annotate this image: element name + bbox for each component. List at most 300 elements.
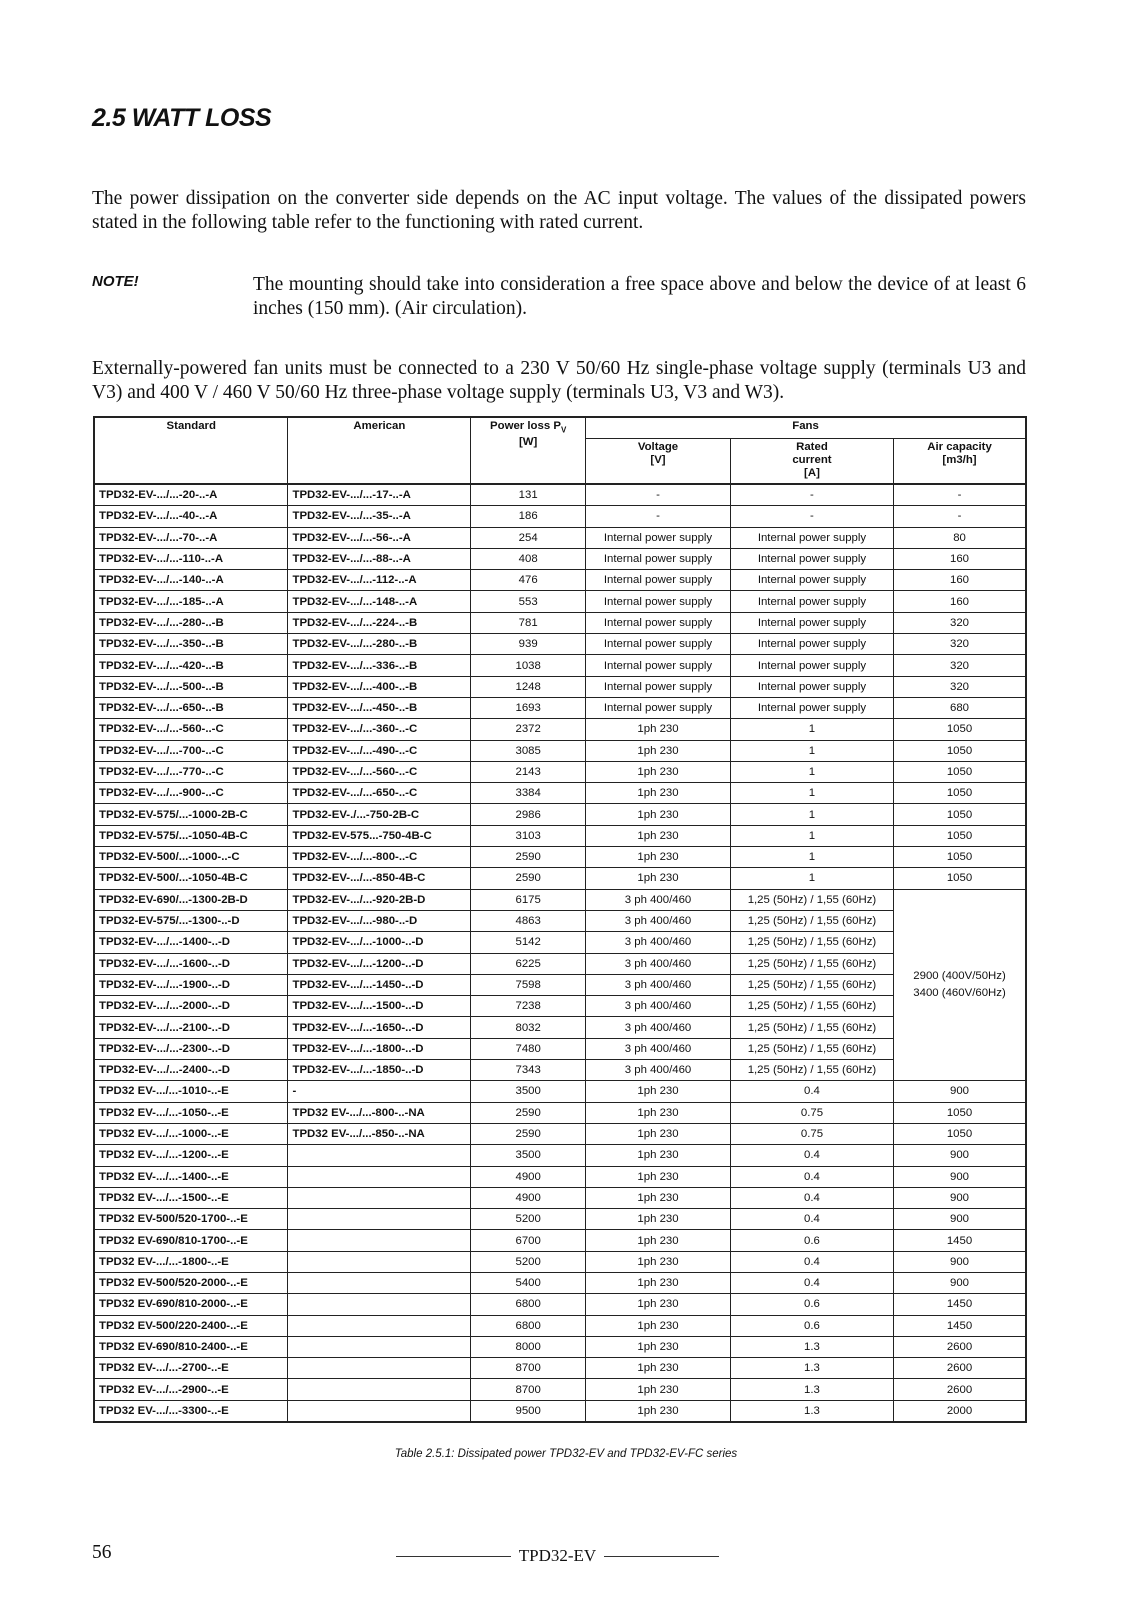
cell-air-capacity: 160 [894,591,1026,612]
table-row [94,1102,1026,1123]
cell-standard: TPD32-EV-.../...-2000-..-D [94,996,288,1017]
cell-rated-current: 0.4 [730,1187,893,1208]
cell-standard: TPD32-EV-500/...-1000-..-C [94,847,288,868]
cell-air-capacity: 1050 [894,1102,1026,1123]
table-row [94,868,1026,889]
rated-current-label: Rated current [792,441,832,466]
cell-voltage: Internal power supply [586,527,731,548]
header-standard: Standard [94,417,288,484]
table-row [94,910,1026,931]
table-row [94,1336,1026,1357]
cell-american: TPD32-EV-.../...-920-2B-D [288,889,471,910]
table-row [94,889,1026,910]
table-row [94,1209,1026,1230]
cell-standard: TPD32-EV-.../...-110-..-A [94,548,288,569]
cell-air-capacity: 1050 [894,868,1026,889]
cell-power-loss: 5142 [471,932,586,953]
cell-air-capacity: 1050 [894,804,1026,825]
cell-voltage: Internal power supply [586,655,731,676]
table-row [94,527,1026,548]
cell-standard: TPD32 EV-.../...-1010-..-E [94,1081,288,1102]
page-number: 56 [92,1542,112,1563]
header-fans: Fans [586,417,1026,439]
cell-voltage: 1ph 230 [586,1251,731,1272]
footer-rule-left [396,1556,511,1557]
footer-rule-right [604,1556,719,1557]
table-row [94,847,1026,868]
cell-american [288,1230,471,1251]
cell-standard: TPD32 EV-.../...-1500-..-E [94,1187,288,1208]
cell-power-loss: 408 [471,548,586,569]
cell-rated-current: 1 [730,825,893,846]
cell-standard: TPD32 EV-690/810-2000-..-E [94,1294,288,1315]
table-row [94,1379,1026,1400]
cell-air-capacity: 2000 [894,1400,1026,1422]
cell-power-loss: 3103 [471,825,586,846]
cell-voltage: Internal power supply [586,612,731,633]
cell-voltage: 1ph 230 [586,1358,731,1379]
cell-power-loss: 4863 [471,910,586,931]
air-capacity-unit: [m3/h] [942,454,977,466]
cell-rated-current: 0.6 [730,1294,893,1315]
table-row [94,1315,1026,1336]
cell-voltage: 1ph 230 [586,804,731,825]
cell-voltage: 1ph 230 [586,1294,731,1315]
cell-rated-current: 1,25 (50Hz) / 1,55 (60Hz) [730,996,893,1017]
cell-rated-current: 0.4 [730,1166,893,1187]
table-row [94,761,1026,782]
cell-rated-current: Internal power supply [730,591,893,612]
cell-american [288,1358,471,1379]
cell-voltage: 1ph 230 [586,847,731,868]
table-row [94,804,1026,825]
cell-american: TPD32-EV-575...-750-4B-C [288,825,471,846]
table-row [94,655,1026,676]
cell-power-loss: 6700 [471,1230,586,1251]
cell-air-capacity: 1050 [894,847,1026,868]
voltage-unit: [V] [650,454,666,466]
table-body [94,484,1026,1422]
cell-power-loss: 8700 [471,1379,586,1400]
cell-american [288,1336,471,1357]
cell-rated-current: 1,25 (50Hz) / 1,55 (60Hz) [730,974,893,995]
table-row [94,1272,1026,1293]
cell-power-loss: 6800 [471,1315,586,1336]
cell-power-loss: 7598 [471,974,586,995]
cell-air-capacity: 1050 [894,719,1026,740]
cell-standard: TPD32-EV-.../...-1400-..-D [94,932,288,953]
cell-voltage: 1ph 230 [586,868,731,889]
cell-power-loss: 131 [471,484,586,506]
table-row [94,996,1026,1017]
table-row [94,974,1026,995]
cell-standard: TPD32-EV-.../...-2100-..-D [94,1017,288,1038]
power-loss-sub: V [560,425,567,435]
cell-standard: TPD32-EV-.../...-140-..-A [94,570,288,591]
cell-rated-current: 0.75 [730,1123,893,1144]
cell-air-capacity: 320 [894,655,1026,676]
table-row [94,1145,1026,1166]
cell-air-capacity: 1050 [894,761,1026,782]
cell-power-loss: 553 [471,591,586,612]
cell-american: TPD32-EV-.../...-17-..-A [288,484,471,506]
voltage-label: Voltage [637,441,679,453]
cell-power-loss: 1693 [471,697,586,718]
cell-standard: TPD32-EV-.../...-2300-..-D [94,1038,288,1059]
cell-voltage: 1ph 230 [586,740,731,761]
cell-standard: TPD32-EV-.../...-420-..-B [94,655,288,676]
cell-air-capacity: 2600 [894,1358,1026,1379]
power-loss-label: Power loss P [490,420,561,432]
header-voltage [586,439,731,485]
cell-air-capacity: 320 [894,676,1026,697]
cell-air-capacity: 1050 [894,783,1026,804]
cell-american: TPD32-EV-.../...-450-..-B [288,697,471,718]
cell-rated-current: 0.4 [730,1209,893,1230]
cell-voltage: 3 ph 400/460 [586,996,731,1017]
cell-voltage: 3 ph 400/460 [586,1017,731,1038]
footer-title: TPD32-EV [518,1546,597,1565]
table-row [94,1038,1026,1059]
table-row [94,697,1026,718]
cell-american [288,1251,471,1272]
cell-standard: TPD32 EV-.../...-2900-..-E [94,1379,288,1400]
cell-power-loss: 1038 [471,655,586,676]
cell-power-loss: 5200 [471,1209,586,1230]
cell-air-capacity: 1050 [894,825,1026,846]
cell-air-capacity: 1050 [894,740,1026,761]
cell-rated-current: 1 [730,740,893,761]
power-loss-unit: [W] [518,436,538,449]
cell-american: TPD32-EV-.../...-1500-..-D [288,996,471,1017]
table-row [94,634,1026,655]
cell-american: TPD32-EV-./...-750-2B-C [288,804,471,825]
cell-power-loss: 3085 [471,740,586,761]
cell-power-loss: 9500 [471,1400,586,1422]
cell-american [288,1294,471,1315]
cell-rated-current: 0.4 [730,1145,893,1166]
cell-standard: TPD32 EV-500/220-2400-..-E [94,1315,288,1336]
cell-standard: TPD32-EV-.../...-1900-..-D [94,974,288,995]
cell-standard: TPD32-EV-.../...-700-..-C [94,740,288,761]
cell-power-loss: 7238 [471,996,586,1017]
cell-standard: TPD32 EV-.../...-1800-..-E [94,1251,288,1272]
cell-american: TPD32-EV-.../...-336-..-B [288,655,471,676]
table-row [94,1081,1026,1102]
cell-rated-current: 1.3 [730,1358,893,1379]
cell-standard: TPD32 EV-.../...-1000-..-E [94,1123,288,1144]
cell-voltage: 1ph 230 [586,1102,731,1123]
cell-rated-current: 1,25 (50Hz) / 1,55 (60Hz) [730,1060,893,1081]
cell-air-capacity: 1450 [894,1294,1026,1315]
cell-air-capacity: 900 [894,1209,1026,1230]
cell-air-capacity: 680 [894,697,1026,718]
table-row [94,1294,1026,1315]
cell-voltage: 1ph 230 [586,1315,731,1336]
air-capacity-label: Air capacity [927,441,992,453]
cell-voltage: 1ph 230 [586,719,731,740]
cell-air-capacity: 2600 [894,1379,1026,1400]
cell-american: TPD32-EV-.../...-1450-..-D [288,974,471,995]
cell-power-loss: 3384 [471,783,586,804]
cell-air-capacity: 900 [894,1166,1026,1187]
table-row [94,1400,1026,1422]
cell-standard: TPD32-EV-.../...-70-..-A [94,527,288,548]
cell-american: TPD32-EV-.../...-1000-..-D [288,932,471,953]
cell-power-loss: 8032 [471,1017,586,1038]
cell-american: TPD32-EV-.../...-88-..-A [288,548,471,569]
cell-air-capacity: - [894,484,1026,506]
cell-air-capacity: 160 [894,570,1026,591]
cell-voltage: - [586,506,731,527]
cell-american [288,1145,471,1166]
cell-power-loss: 2590 [471,868,586,889]
cell-voltage: 3 ph 400/460 [586,1038,731,1059]
cell-power-loss: 5200 [471,1251,586,1272]
cell-standard: TPD32 EV-.../...-2700-..-E [94,1358,288,1379]
table-row [94,783,1026,804]
cell-air-capacity: 160 [894,548,1026,569]
cell-voltage: Internal power supply [586,697,731,718]
cell-power-loss: 2986 [471,804,586,825]
cell-standard: TPD32-EV-.../...-770-..-C [94,761,288,782]
cell-voltage: 1ph 230 [586,1272,731,1293]
watt-loss-table [93,416,1027,1423]
cell-american: TPD32-EV-.../...-800-..-C [288,847,471,868]
cell-voltage: 1ph 230 [586,783,731,804]
table-row [94,1017,1026,1038]
cell-american [288,1315,471,1336]
table-row [94,1358,1026,1379]
cell-power-loss: 4900 [471,1166,586,1187]
table-row [94,1166,1026,1187]
table-row [94,1060,1026,1081]
cell-power-loss: 2590 [471,1123,586,1144]
cell-air-capacity: 320 [894,612,1026,633]
cell-air-capacity: - [894,506,1026,527]
cell-standard: TPD32-EV-500/...-1050-4B-C [94,868,288,889]
cell-power-loss: 476 [471,570,586,591]
cell-voltage: 1ph 230 [586,1123,731,1144]
cell-voltage: Internal power supply [586,548,731,569]
cell-american: TPD32-EV-.../...-850-4B-C [288,868,471,889]
header-air-capacity [894,439,1026,485]
section-heading: 2.5 WATT LOSS [92,104,272,132]
cell-american: TPD32-EV-.../...-35-..-A [288,506,471,527]
table-row [94,1187,1026,1208]
cell-rated-current: 1.3 [730,1400,893,1422]
cell-standard: TPD32-EV-.../...-650-..-B [94,697,288,718]
cell-american: TPD32-EV-.../...-224-..-B [288,612,471,633]
cell-power-loss: 2372 [471,719,586,740]
cell-standard: TPD32-EV-.../...-500-..-B [94,676,288,697]
cell-air-capacity: 900 [894,1081,1026,1102]
table-row [94,612,1026,633]
cell-rated-current: Internal power supply [730,655,893,676]
cell-voltage: 1ph 230 [586,1230,731,1251]
cell-air-capacity: 900 [894,1251,1026,1272]
cell-american: TPD32-EV-.../...-280-..-B [288,634,471,655]
intro-paragraph: The power dissipation on the converter side depends on the AC input voltage. The values of the dissipated powers stated in the following table refer to the functioning with rated current. [92,188,1026,233]
cell-american: TPD32-EV-.../...-490-..-C [288,740,471,761]
cell-rated-current: 0.4 [730,1081,893,1102]
header-power-loss [471,417,586,484]
cell-voltage: 1ph 230 [586,1336,731,1357]
table-row [94,825,1026,846]
cell-voltage: 1ph 230 [586,1187,731,1208]
cell-rated-current: Internal power supply [730,527,893,548]
cell-power-loss: 6800 [471,1294,586,1315]
cell-voltage: 3 ph 400/460 [586,974,731,995]
cell-voltage: 1ph 230 [586,1209,731,1230]
cell-power-loss: 1248 [471,676,586,697]
cell-american: TPD32-EV-.../...-1800-..-D [288,1038,471,1059]
cell-rated-current: - [730,484,893,506]
note-label: NOTE! [92,273,139,290]
table-row [94,1123,1026,1144]
cell-air-capacity: 900 [894,1187,1026,1208]
cell-standard: TPD32 EV-690/810-1700-..-E [94,1230,288,1251]
cell-american: TPD32-EV-.../...-148-..-A [288,591,471,612]
table-row [94,932,1026,953]
cell-american [288,1166,471,1187]
cell-standard: TPD32-EV-575/...-1050-4B-C [94,825,288,846]
cell-power-loss: 2590 [471,847,586,868]
cell-voltage: Internal power supply [586,676,731,697]
table-row [94,1230,1026,1251]
cell-rated-current: 1,25 (50Hz) / 1,55 (60Hz) [730,932,893,953]
cell-american: TPD32-EV-.../...-400-..-B [288,676,471,697]
cell-air-capacity-merged [894,889,1026,1081]
cell-american [288,1209,471,1230]
cell-voltage: 3 ph 400/460 [586,889,731,910]
cell-american: TPD32-EV-.../...-1200-..-D [288,953,471,974]
cell-standard: TPD32 EV-500/520-2000-..-E [94,1272,288,1293]
cell-power-loss: 186 [471,506,586,527]
cell-voltage: 3 ph 400/460 [586,953,731,974]
cell-voltage: 1ph 230 [586,1400,731,1422]
cell-standard: TPD32-EV-.../...-40-..-A [94,506,288,527]
cell-american [288,1379,471,1400]
cell-american: TPD32-EV-.../...-56-..-A [288,527,471,548]
cell-voltage: 1ph 230 [586,1081,731,1102]
cell-voltage: 1ph 230 [586,1379,731,1400]
cell-rated-current: 1,25 (50Hz) / 1,55 (60Hz) [730,953,893,974]
cell-rated-current: 1.3 [730,1379,893,1400]
cell-standard: TPD32-EV-.../...-350-..-B [94,634,288,655]
cell-rated-current: Internal power supply [730,548,893,569]
cell-power-loss: 6175 [471,889,586,910]
table-row [94,570,1026,591]
cell-rated-current: Internal power supply [730,612,893,633]
table-row [94,484,1026,506]
cell-power-loss: 2590 [471,1102,586,1123]
cell-rated-current: 1 [730,804,893,825]
cell-air-capacity: 320 [894,634,1026,655]
cell-power-loss: 939 [471,634,586,655]
cell-air-capacity: 1050 [894,1123,1026,1144]
header-american: American [288,417,471,484]
cell-power-loss: 254 [471,527,586,548]
cell-standard: TPD32-EV-575/...-1000-2B-C [94,804,288,825]
cell-power-loss: 7480 [471,1038,586,1059]
cell-air-capacity: 1450 [894,1230,1026,1251]
cell-rated-current: Internal power supply [730,697,893,718]
air-capacity-merged-line2: 3400 (460V/60Hz) [913,986,1006,999]
cell-rated-current: Internal power supply [730,570,893,591]
cell-voltage: 1ph 230 [586,761,731,782]
cell-american: TPD32-EV-.../...-112-..-A [288,570,471,591]
cell-rated-current: 1 [730,783,893,804]
cell-air-capacity: 80 [894,527,1026,548]
cell-power-loss: 8700 [471,1358,586,1379]
cell-power-loss: 781 [471,612,586,633]
cell-rated-current: 0.6 [730,1230,893,1251]
cell-voltage: 3 ph 400/460 [586,1060,731,1081]
cell-american: TPD32-EV-.../...-1850-..-D [288,1060,471,1081]
cell-american: - [288,1081,471,1102]
cell-voltage: Internal power supply [586,570,731,591]
cell-voltage: Internal power supply [586,591,731,612]
cell-standard: TPD32 EV-.../...-1050-..-E [94,1102,288,1123]
cell-standard: TPD32-EV-.../...-185-..-A [94,591,288,612]
cell-american: TPD32 EV-.../...-850-..-NA [288,1123,471,1144]
cell-standard: TPD32-EV-.../...-280-..-B [94,612,288,633]
cell-american: TPD32-EV-.../...-1650-..-D [288,1017,471,1038]
cell-power-loss: 8000 [471,1336,586,1357]
table-row [94,953,1026,974]
cell-rated-current: - [730,506,893,527]
cell-american: TPD32 EV-.../...-800-..-NA [288,1102,471,1123]
cell-rated-current: 1 [730,847,893,868]
table-caption: Table 2.5.1: Dissipated power TPD32-EV and TPD32-EV-FC series [394,1448,738,1460]
cell-rated-current: 1 [730,761,893,782]
cell-american: TPD32-EV-.../...-650-..-C [288,783,471,804]
cell-rated-current: 1,25 (50Hz) / 1,55 (60Hz) [730,910,893,931]
cell-voltage: 1ph 230 [586,825,731,846]
cell-power-loss: 4900 [471,1187,586,1208]
cell-american [288,1187,471,1208]
table-row [94,1251,1026,1272]
cell-power-loss: 7343 [471,1060,586,1081]
cell-standard: TPD32-EV-.../...-1600-..-D [94,953,288,974]
cell-rated-current: Internal power supply [730,634,893,655]
cell-air-capacity: 2600 [894,1336,1026,1357]
header-rated-current [730,439,893,485]
air-capacity-merged-line1: 2900 (400V/50Hz) [913,969,1006,982]
cell-power-loss: 3500 [471,1081,586,1102]
cell-rated-current: 0.75 [730,1102,893,1123]
cell-american [288,1272,471,1293]
cell-power-loss: 2143 [471,761,586,782]
table-row [94,719,1026,740]
cell-standard: TPD32 EV-500/520-1700-..-E [94,1209,288,1230]
table-row [94,506,1026,527]
table-row [94,676,1026,697]
cell-standard: TPD32-EV-575/...-1300-..-D [94,910,288,931]
cell-standard: TPD32 EV-.../...-1400-..-E [94,1166,288,1187]
cell-rated-current: 1,25 (50Hz) / 1,55 (60Hz) [730,1017,893,1038]
cell-rated-current: 1 [730,868,893,889]
rated-current-unit: [A] [804,467,820,479]
table-row [94,591,1026,612]
cell-standard: TPD32 EV-.../...-1200-..-E [94,1145,288,1166]
cell-power-loss: 3500 [471,1145,586,1166]
cell-standard: TPD32-EV-.../...-20-..-A [94,484,288,506]
cell-american [288,1400,471,1422]
cell-rated-current: 1,25 (50Hz) / 1,55 (60Hz) [730,1038,893,1059]
cell-voltage: 1ph 230 [586,1166,731,1187]
